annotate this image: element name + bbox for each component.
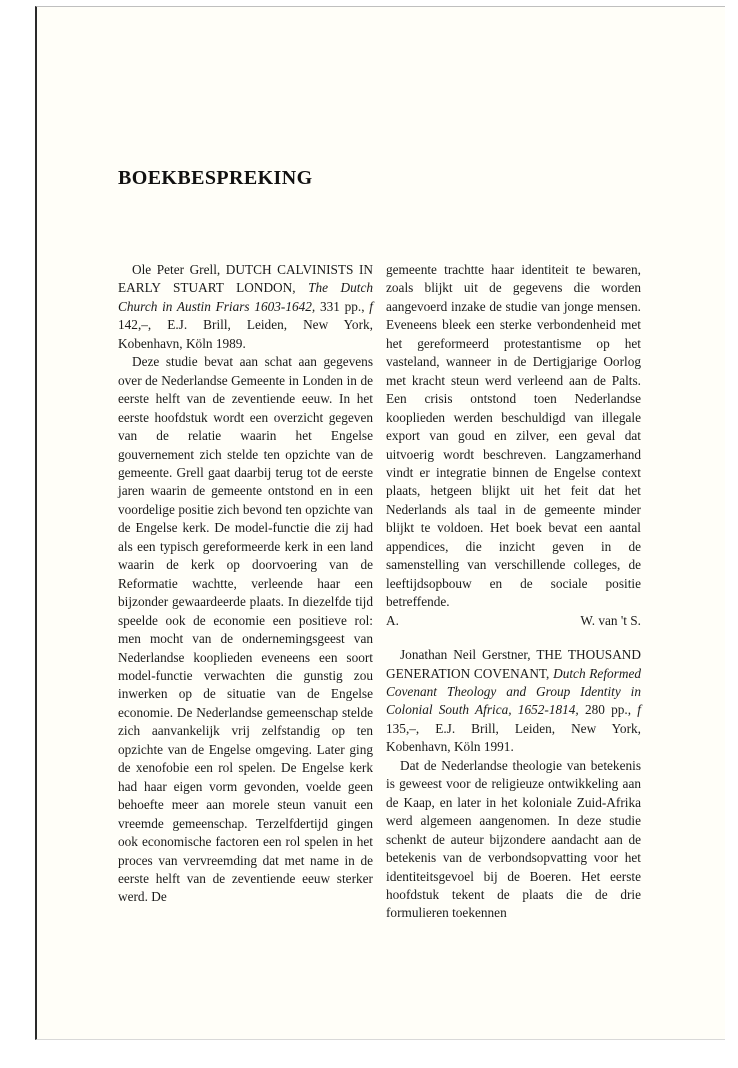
currency-symbol: f [637, 702, 641, 718]
reviewer-name: W. van 't S. [580, 612, 641, 628]
book-reference [118, 261, 373, 353]
review-paragraph: Dat de Nederlandse theologie van betekenis is geweest voor de religieuze ontwikkeling aan de Kaap, en later in het koloniale Zuid-Afrika werd algemeen aangenomen. In deze studie schenkt de auteur bijzondere aandacht aan de betekenis van de verbondsopvatting voor het identiteitsgevoel bij de Boeren. Het eerste hoofdstuk tekent de plaats die de drie formulieren toekennen [386, 757, 641, 921]
book-subtitle: Dutch Reformed Covenant Theology and Group Identity in Colonial South Africa, 1652-1814, [386, 665, 641, 718]
book-author-title: Ole Peter Grell, DUTCH CALVINISTS IN EARLY STUART LONDON, [118, 262, 373, 296]
book-author-title: Jonathan Neil Gerstner, THE THOUSAND GENERATION COVENANT, [386, 647, 641, 681]
column-left [118, 261, 373, 907]
review-paragraph: Deze studie bevat aan schat aan gegevens over de Nederlandse Gemeente in Londen in de eerste helft van de zeventiende eeuw. In het eerste hoofdstuk wordt een overzicht gegeven van de relatie waarin het Engelse gouvernement zich stelde ten opzichte van de gemeente. Grell gaat daarbij terug tot de eerste jaren waarin de gemeente ontstond en in een voordelige positie zich bevond ten opzichte van de Engelse kerk. De model-functie die zij had als een typisch gereformeerde kerk in een land waarin de kerk op doorvoering van de Reformatie wachtte, verleende haar een bijzonder gewaardeerde plaats. In diezelfde tijd speelde ook de economie een positieve rol: men mocht van de ondernemingsgeest van Nederlandse kooplieden eveneens een soort model-functie verwachten die gunstig zou inwerken op de situatie van de Engelse economie. De Nederlandse gemeenschap stelde zich aanvankelijk vrij zelfstandig op ten opzichte van de Engelse omgeving. Later ging de xenofobie een rol spelen. De Engelse kerk had haar eigen vorm gevonden, voelde geen behoefte meer aan morele steun vanuit een vreemde gemeenschap. Terzelfdertijd gingen ook economische factoren een rol spelen in het proces van vervreemding dat met name in de eerste helft van de zeventiende eeuw sterker werd. De [118, 354, 373, 905]
reviewer-signature [386, 612, 641, 630]
signature-initial: A. [386, 612, 399, 628]
column-right [386, 261, 641, 923]
book-subtitle: The Dutch Church in Austin Friars 1603-1642, [118, 280, 373, 314]
book-reference [386, 646, 641, 757]
book-price-publisher: 135,–, E.J. Brill, Leiden, New York, Kobenhavn, Köln 1991. [386, 720, 641, 755]
currency-symbol: f [369, 298, 373, 314]
book-pages: 331 pp., [315, 298, 370, 314]
review-paragraph-continued: gemeente trachtte haar identiteit te bewaren, zoals blijkt uit de gegevens die worden aangevoerd inzake de studie van jonge mensen. Eveneens bleek een sterke verbondenheid met het gereformeerd protestantisme op het vasteland, wanneer in de Dertigjarige Oorlog met kracht steun werd verleend aan de Palts. Een crisis ontstond toen Nederlandse kooplieden werden beschuldigd van illegale export van goud en zilver, een geval dat uitvoerig wordt beschreven. Langzamerhand vindt er integratie binnen de Engelse context plaats, hetgeen blijkt uit het feit dat het Nederlands als taal in de gemeente minder blijkt te voldoen. Het boek bevat een aantal appendices, die inzicht geven in de samenstelling van verschillende colleges, de leeftijdsopbouw en de sociale positie betreffende. [386, 262, 641, 610]
page-title: BOEKBESPREKING [118, 167, 313, 189]
book-pages: 280 pp., [578, 702, 638, 718]
book-price-publisher: 142,–, E.J. Brill, Leiden, New York, Kobenhavn, Köln 1989. [118, 317, 373, 351]
